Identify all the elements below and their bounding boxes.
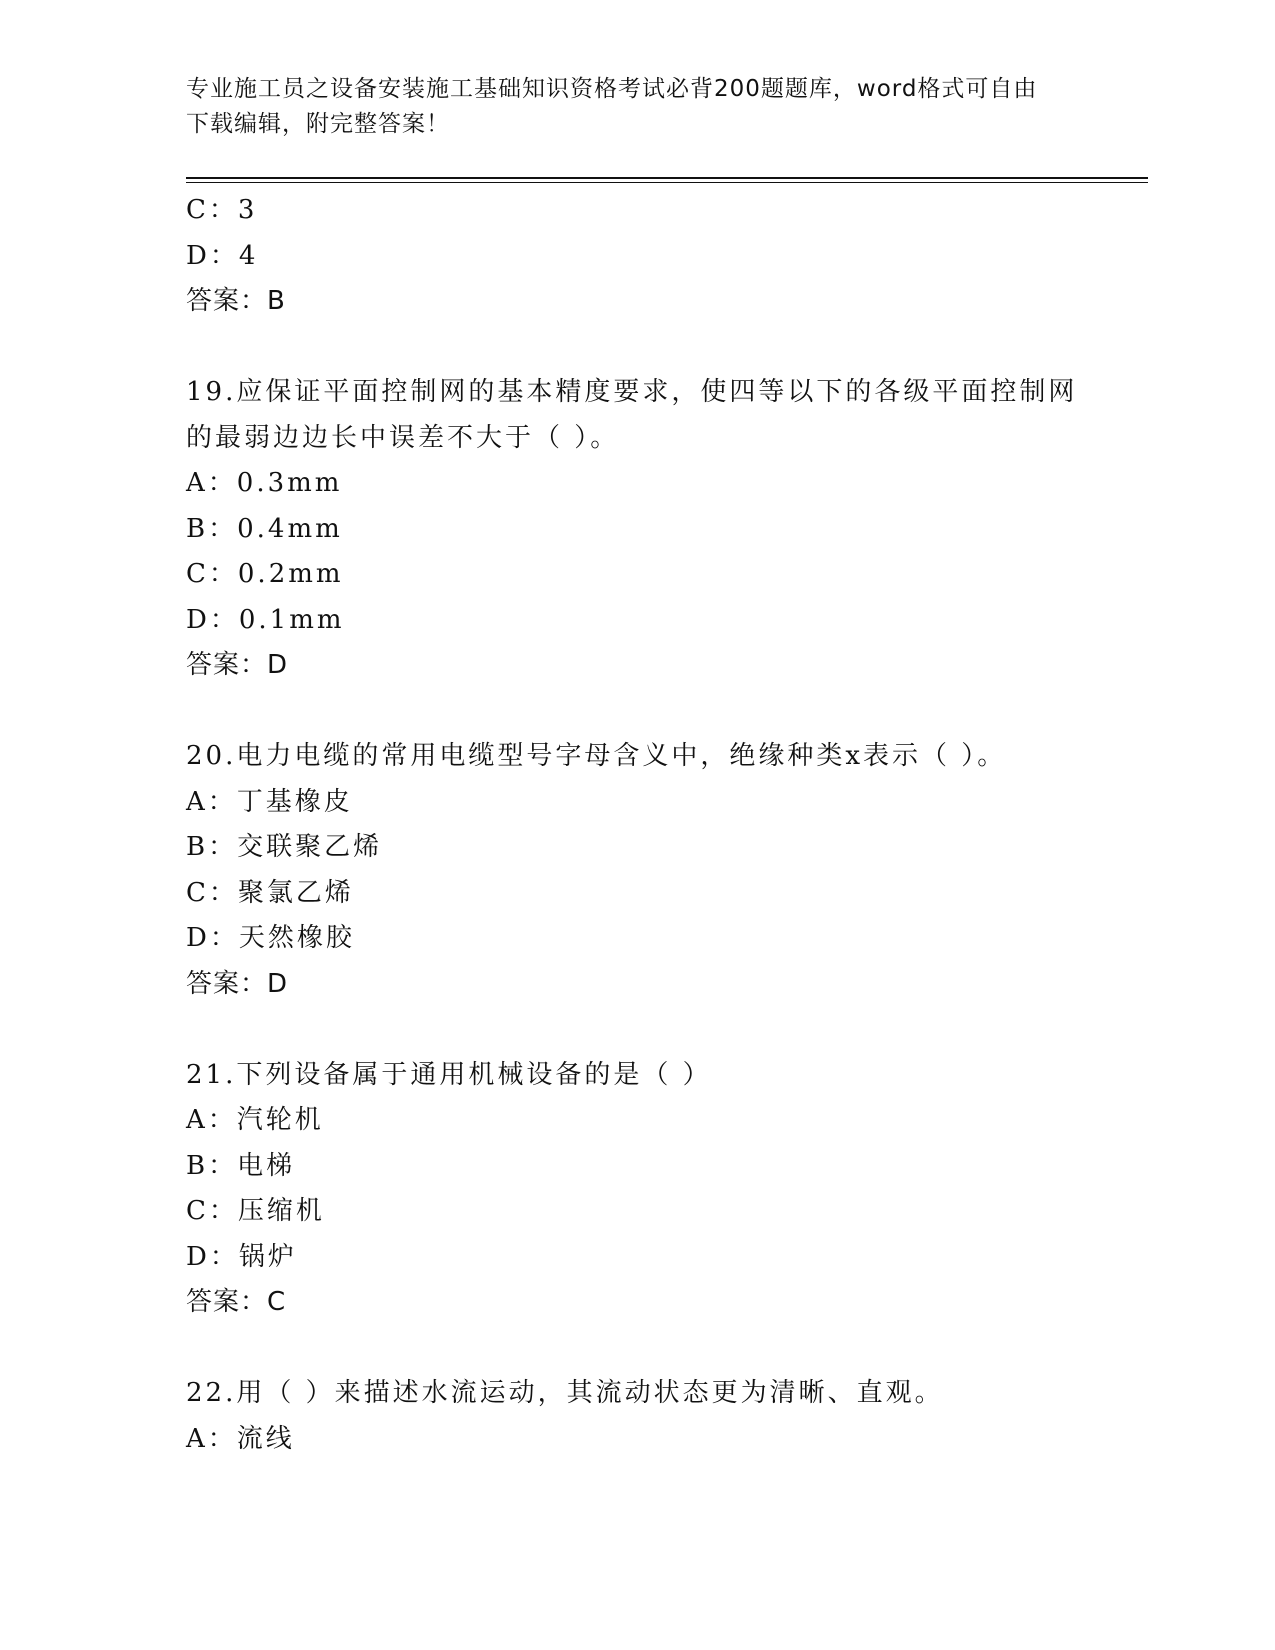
question-text: 19.应保证平面控制网的基本精度要求，使四等以下的各级平面控制网	[186, 377, 1078, 407]
question-list	[186, 188, 1086, 1462]
option-d: D：天然橡胶	[186, 923, 355, 953]
option-d: D：锅炉	[186, 1241, 297, 1272]
spacer	[186, 325, 1086, 371]
document-header	[186, 72, 1086, 142]
option-c: C：聚氯乙烯	[186, 877, 354, 908]
header-divider	[186, 177, 1148, 179]
header-title-line-1: 专业施工员之设备安装施工基础知识资格考试必背200题题库，word格式可自由	[186, 76, 1038, 102]
answer: 答案：D	[186, 968, 289, 999]
option-c: C：压缩机	[186, 1196, 325, 1226]
option-a: A：汽轮机	[186, 1105, 324, 1135]
question-22	[186, 1371, 1086, 1462]
question-20	[186, 734, 1086, 1007]
question-text: 21.下列设备属于通用机械设备的是（ ）	[186, 1059, 712, 1090]
header-divider-thin	[186, 182, 1148, 183]
option-b: B：电梯	[186, 1150, 296, 1181]
answer: 答案：D	[186, 650, 289, 680]
question-text: 20.电力电缆的常用电缆型号字母含义中，绝缘种类x表示（ ）。	[186, 741, 1007, 771]
option-c: C：0.2mm	[186, 559, 344, 589]
question-19	[186, 370, 1086, 689]
question-text: 22.用（ ）来描述水流运动，其流动状态更为清晰、直观。	[186, 1378, 944, 1408]
header-title-line-2: 下载编辑，附完整答案！	[186, 111, 450, 137]
option-a: A：0.3mm	[186, 468, 343, 498]
option-c: C：3	[186, 195, 258, 225]
option-d: D：0.1mm	[186, 604, 345, 635]
option-a: A：流线	[186, 1423, 295, 1454]
question-21	[186, 1053, 1086, 1326]
option-b: B：交联聚乙烯	[186, 832, 383, 862]
option-d: D：4	[186, 240, 259, 271]
spacer	[186, 1326, 1086, 1372]
option-b: B：0.4mm	[186, 513, 343, 544]
answer: 答案：C	[186, 1287, 287, 1317]
answer: 答案：B	[186, 286, 286, 316]
question-text-continued: 的最弱边边长中误差不大于（ ）。	[186, 422, 620, 453]
spacer	[186, 1007, 1086, 1053]
option-a: A：丁基橡皮	[186, 786, 353, 817]
spacer	[186, 689, 1086, 735]
